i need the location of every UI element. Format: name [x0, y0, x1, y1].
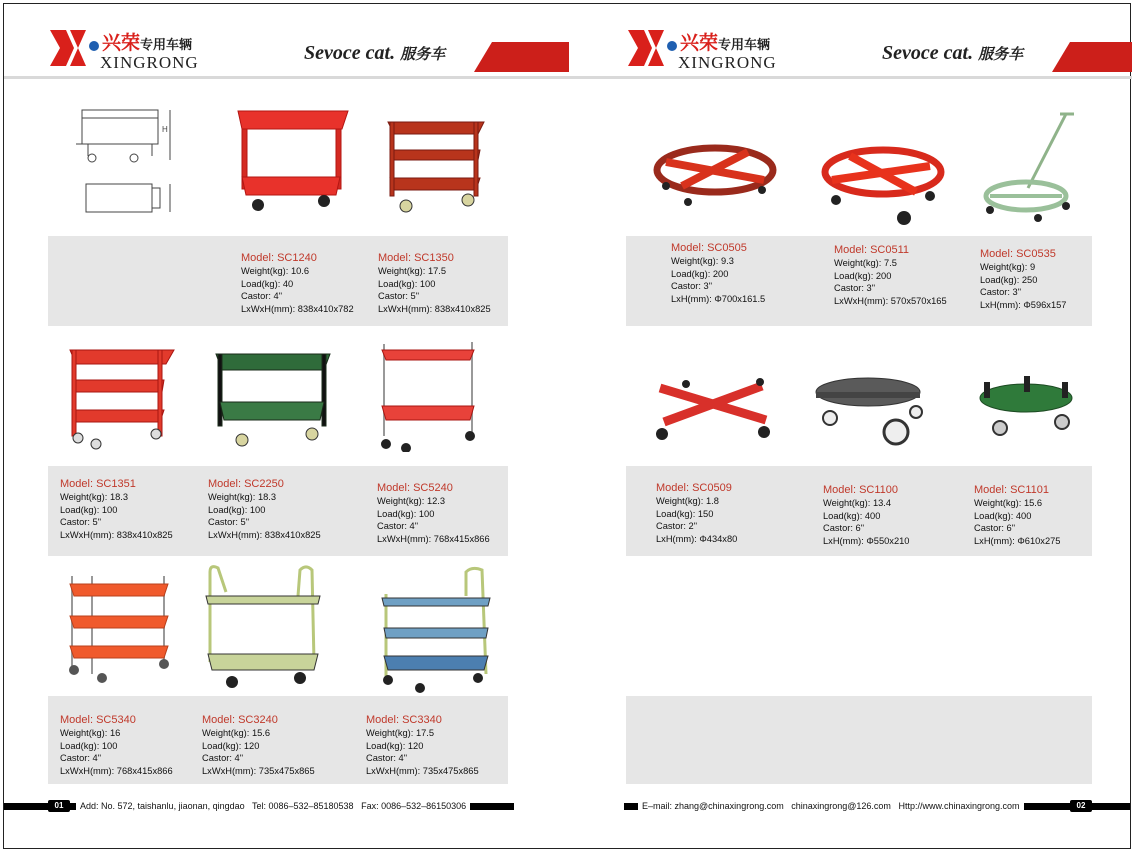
- section-title: Sevoce cat. 服务车: [882, 42, 1024, 64]
- dolly-sc1100-image: [812, 374, 926, 455]
- header-rule: [4, 76, 568, 79]
- spec-sc5240: Model: SC5240 Weight(kg): 12.3 Load(kg): 100 Castor: 4" LxWxH(mm): 768x415x866: [377, 482, 490, 544]
- cart-sc1240-image: [232, 107, 354, 220]
- svg-text:H: H: [162, 125, 168, 134]
- header-rule: [568, 76, 1132, 79]
- xingrong-logo: [48, 26, 218, 72]
- footer-address: Add: No. 572, taishanlu, jiaonan, qingdao Tel: 0086–532–85180538 Fax: 0086–532–86150306: [76, 800, 470, 812]
- spec-sc5340: Model: SC5340 Weight(kg): 16 Load(kg): 100 Castor: 4" LxWxH(mm): 768x415x866: [60, 714, 173, 776]
- cart-sc1351-image: [66, 346, 176, 455]
- dolly-sc0509-image: [650, 374, 776, 451]
- right-header: [568, 4, 1132, 79]
- dolly-sc0535-image: [982, 110, 1078, 231]
- left-footer: [4, 800, 568, 812]
- page-number: 02: [1070, 800, 1092, 812]
- spec-sc0511: Model: SC0511 Weight(kg): 7.5 Load(kg): 200 Castor: 3" LxWxH(mm): 570x570x165: [834, 244, 947, 306]
- cart-sc5340-image: [64, 570, 174, 691]
- dolly-sc0505-image: [652, 140, 778, 215]
- cart-sc3240-image: [202, 562, 324, 695]
- xingrong-logo-icon: [48, 26, 100, 70]
- spec-sc1100: Model: SC1100 Weight(kg): 13.4 Load(kg): 400 Castor: 6" LxH(mm): Φ550x210: [823, 484, 910, 546]
- cart-sc1350-image: [384, 116, 488, 221]
- page-number: 01: [48, 800, 70, 812]
- red-tab: [474, 42, 569, 72]
- cart-sc2250-image: [212, 350, 334, 455]
- technical-drawing: [76, 104, 181, 224]
- footer-contact: E–mail: zhang@chinaxingrong.com chinaxingrong@126.com Http://www.chinaxingrong.com: [638, 800, 1024, 812]
- section-title: Sevoce cat. 服务车: [304, 42, 446, 64]
- spec-sc0535: Model: SC0535 Weight(kg): 9 Load(kg): 250 Castor: 3" LxH(mm): Φ596x157: [980, 248, 1067, 310]
- dolly-sc0511-image: [820, 144, 946, 233]
- brand-en: XINGRONG: [100, 53, 199, 72]
- brand-cn: 兴荣专用车辆: [102, 32, 193, 54]
- cart-sc3340-image: [378, 564, 494, 699]
- spec-band-right-row3: [626, 696, 1092, 784]
- left-page: [4, 4, 568, 850]
- dolly-sc1101-image: [976, 372, 1076, 451]
- xingrong-logo: [626, 26, 796, 72]
- spec-sc1101: Model: SC1101 Weight(kg): 15.6 Load(kg): 400 Castor: 6" LxH(mm): Φ610x275: [974, 484, 1061, 546]
- spec-sc1350: Model: SC1350 Weight(kg): 17.5 Load(kg): 100 Castor: 5" LxWxH(mm): 838x410x825: [378, 252, 491, 314]
- spec-sc1351: Model: SC1351 Weight(kg): 18.3 Load(kg): 100 Castor: 5" LxWxH(mm): 838x410x825: [60, 478, 173, 540]
- cart-sc5240-image: [376, 340, 480, 457]
- spec-sc3240: Model: SC3240 Weight(kg): 15.6 Load(kg): 120 Castor: 4" LxWxH(mm): 735x475x865: [202, 714, 315, 776]
- right-footer: [568, 800, 1132, 812]
- xingrong-logo-icon: [626, 26, 678, 70]
- spec-sc3340: Model: SC3340 Weight(kg): 17.5 Load(kg): 120 Castor: 4" LxWxH(mm): 735x475x865: [366, 714, 479, 776]
- brand-en: XINGRONG: [678, 53, 777, 72]
- spec-sc0509: Model: SC0509 Weight(kg): 1.8 Load(kg): 150 Castor: 2" LxH(mm): Φ434x80: [656, 482, 738, 544]
- brand-cn: 兴荣专用车辆: [680, 32, 771, 54]
- spec-sc1240: Model: SC1240 Weight(kg): 10.6 Load(kg): 40 Castor: 4" LxWxH(mm): 838x410x782: [241, 252, 354, 314]
- red-tab: [1052, 42, 1132, 72]
- spec-sc0505: Model: SC0505 Weight(kg): 9.3 Load(kg): 200 Castor: 3" LxH(mm): Φ700x161.5: [671, 242, 766, 304]
- left-header: [4, 4, 568, 79]
- spec-sc2250: Model: SC2250 Weight(kg): 18.3 Load(kg): 100 Castor: 5" LxWxH(mm): 838x410x825: [208, 478, 321, 540]
- catalog-spread: [3, 3, 1131, 849]
- right-page: [568, 4, 1132, 850]
